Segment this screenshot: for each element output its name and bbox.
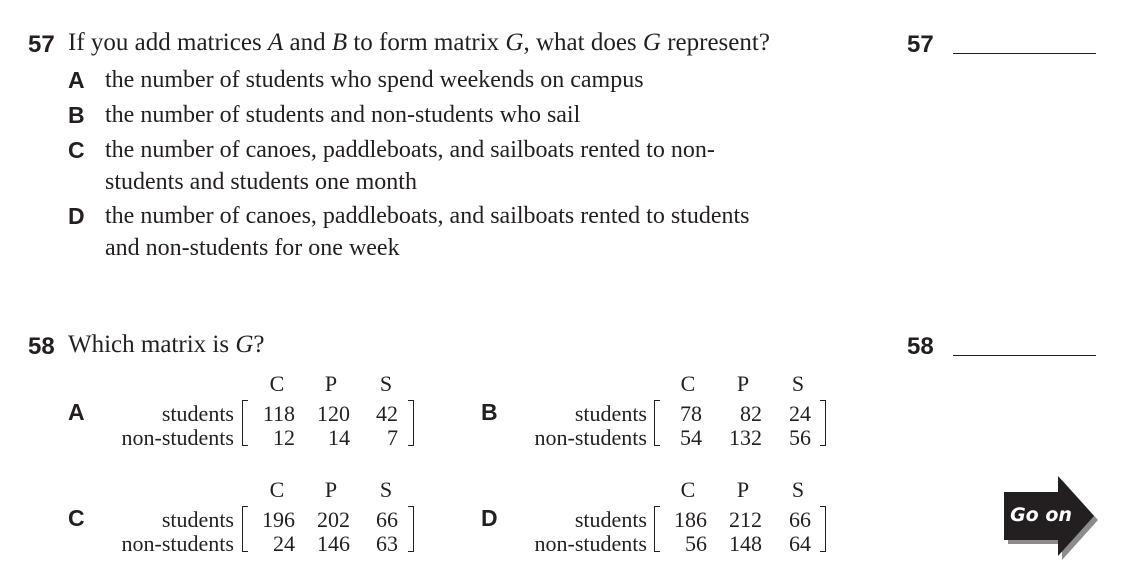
column-header-p: P <box>736 477 750 502</box>
column-header-p: P <box>324 371 338 396</box>
q58-option-c-letter[interactable]: C <box>68 505 85 531</box>
q57-option-a-text: the number of students who spend weekends on campus <box>105 67 644 93</box>
matrix-cell: 66 <box>376 507 398 532</box>
matrix-cell: 54 <box>680 425 702 450</box>
matrix-cell: 24 <box>273 531 295 556</box>
matrix-cell: 66 <box>789 507 811 532</box>
column-header-s: S <box>379 371 393 396</box>
right-bracket <box>408 400 414 446</box>
matrix-cell: 56 <box>685 531 707 556</box>
question-58-text <box>68 331 265 359</box>
question-57-var-g: G <box>642 29 661 56</box>
q57-option-b-text: the number of students and non-students who sail <box>105 102 581 128</box>
question-57-var-b: B <box>331 29 348 56</box>
q57-option-d-text-line2: and non-students for one week <box>105 235 400 261</box>
matrix-cell: 148 <box>729 531 762 556</box>
column-header-c: C <box>680 477 696 502</box>
matrix-cell: 7 <box>387 425 398 450</box>
column-header-s: S <box>379 477 393 502</box>
q58-option-d-letter[interactable]: D <box>481 505 498 531</box>
left-bracket <box>654 506 660 552</box>
matrix-cell: 42 <box>376 401 398 426</box>
go-on-label: Go on <box>1010 504 1072 526</box>
question-58-number: 58 <box>28 333 55 360</box>
row-label-non-students: non-students <box>534 425 647 450</box>
column-header-c: C <box>680 371 696 396</box>
row-label-students: students <box>161 507 234 532</box>
left-bracket <box>242 506 248 552</box>
column-header-p: P <box>736 371 750 396</box>
q57-option-c-letter[interactable]: C <box>68 137 85 163</box>
q58-option-a-letter[interactable]: A <box>68 399 85 425</box>
matrix-cell: 14 <box>328 425 350 450</box>
question-57-number: 57 <box>28 31 55 58</box>
question-57-text <box>68 29 770 57</box>
q57-option-d-text-line1: the number of canoes, paddleboats, and sailboats rented to students <box>105 203 750 229</box>
answer-58-blank[interactable] <box>953 355 1096 356</box>
column-header-c: C <box>269 477 285 502</box>
column-header-s: S <box>791 371 805 396</box>
q58-option-b-letter[interactable]: B <box>481 399 498 425</box>
matrix-cell: 118 <box>262 401 295 426</box>
answer-58-label: 58 <box>907 333 934 360</box>
question-57-text-part: and <box>283 29 332 56</box>
question-57-text-part: to form matrix <box>347 29 506 56</box>
right-bracket <box>820 506 826 552</box>
matrix-cell: 78 <box>680 401 702 426</box>
question-58-var-g: G <box>235 331 254 358</box>
row-label-non-students: non-students <box>534 531 647 556</box>
q57-option-c-text-line2: students and students one month <box>105 169 417 195</box>
q57-option-a-letter[interactable]: A <box>68 67 85 93</box>
question-58-text-part: Which matrix is <box>68 331 236 358</box>
question-57-text-part: , what does <box>523 29 643 56</box>
question-57-text-part: If you add matrices <box>68 29 268 56</box>
matrix-cell: 120 <box>317 401 350 426</box>
matrix-cell: 24 <box>789 401 811 426</box>
row-label-students: students <box>574 401 647 426</box>
matrix-cell: 82 <box>740 401 762 426</box>
column-header-s: S <box>791 477 805 502</box>
matrix-cell: 64 <box>789 531 811 556</box>
left-bracket <box>242 400 248 446</box>
question-58-text-part: ? <box>253 331 265 358</box>
question-57-var-g: G <box>505 29 524 56</box>
question-57-text-part: represent? <box>660 29 770 56</box>
right-bracket <box>408 506 414 552</box>
left-bracket <box>654 400 660 446</box>
question-57-var-a: A <box>267 29 284 56</box>
matrix-cell: 146 <box>317 531 350 556</box>
matrix-cell: 56 <box>789 425 811 450</box>
matrix-cell: 12 <box>273 425 295 450</box>
matrix-cell: 132 <box>729 425 762 450</box>
q57-option-c-text-line1: the number of canoes, paddleboats, and sailboats rented to non- <box>105 137 715 163</box>
q57-option-b-letter[interactable]: B <box>68 102 85 128</box>
matrix-cell: 186 <box>674 507 707 532</box>
column-header-p: P <box>324 477 338 502</box>
row-label-non-students: non-students <box>121 531 234 556</box>
matrix-cell: 63 <box>376 531 398 556</box>
go-on-button[interactable] <box>1000 474 1100 564</box>
matrix-cell: 196 <box>262 507 295 532</box>
answer-57-blank[interactable] <box>953 53 1096 54</box>
right-bracket <box>820 400 826 446</box>
matrix-cell: 212 <box>729 507 762 532</box>
column-header-c: C <box>269 371 285 396</box>
row-label-non-students: non-students <box>121 425 234 450</box>
row-label-students: students <box>161 401 234 426</box>
q57-option-d-letter[interactable]: D <box>68 203 85 229</box>
answer-57-label: 57 <box>907 31 934 58</box>
matrix-cell: 202 <box>317 507 350 532</box>
row-label-students: students <box>574 507 647 532</box>
